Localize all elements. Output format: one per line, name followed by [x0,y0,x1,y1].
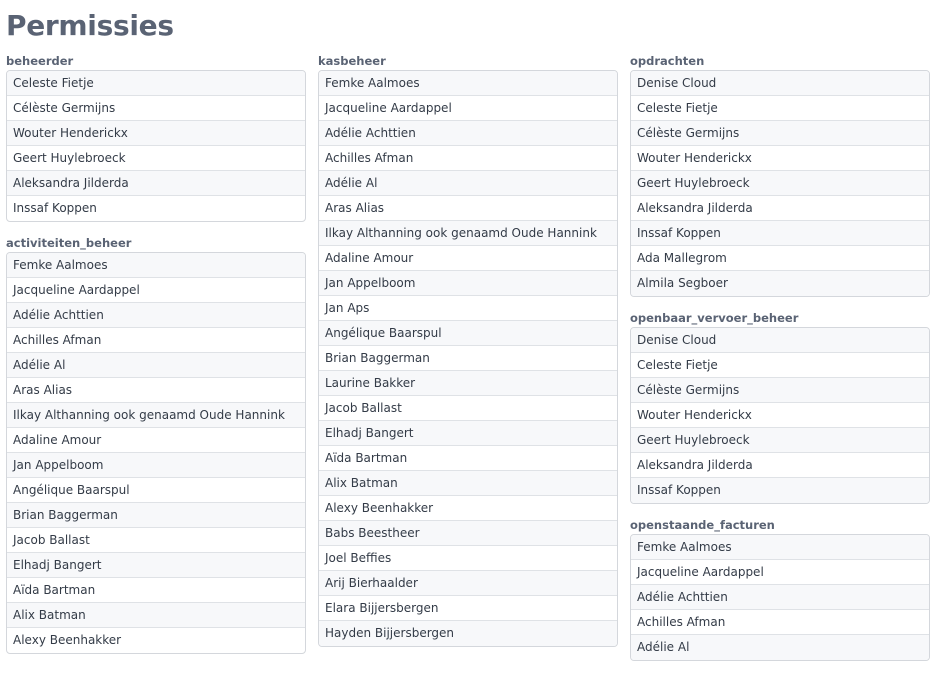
member-list-item[interactable]: Alix Batman [319,471,617,496]
member-list-item[interactable]: Adaline Amour [7,428,305,453]
member-list-item[interactable]: Geert Huylebroeck [631,428,929,453]
member-list-item[interactable]: Ada Mallegrom [631,246,929,271]
member-list-item[interactable]: Denise Cloud [631,71,929,96]
member-list-item[interactable]: Geert Huylebroeck [631,171,929,196]
member-list-item[interactable]: Angélique Baarspul [319,321,617,346]
member-list-item[interactable]: Arij Bierhaalder [319,571,617,596]
member-list-item[interactable]: Ilkay Althanning ook genaamd Oude Hannink [7,403,305,428]
member-list-item[interactable]: Jacob Ballast [7,528,305,553]
member-list-item[interactable]: Alix Batman [7,603,305,628]
member-list [630,534,930,661]
member-list-item[interactable]: Aleksandra Jilderda [631,196,929,221]
member-list-item[interactable]: Adélie Al [631,635,929,660]
member-list [630,70,930,297]
member-list [318,70,618,647]
member-list-item[interactable]: Aleksandra Jilderda [7,171,305,196]
permission-column [630,54,930,675]
member-list-item[interactable]: Jacqueline Aardappel [319,96,617,121]
permission-group-title: openstaande_facturen [630,518,775,532]
member-list-item[interactable]: Célèste Germijns [631,378,929,403]
member-list-item[interactable]: Elara Bijjersbergen [319,596,617,621]
member-list-item[interactable]: Femke Aalmoes [319,71,617,96]
member-list-item[interactable]: Wouter Henderickx [7,121,305,146]
member-list-item[interactable]: Angélique Baarspul [7,478,305,503]
member-list-item[interactable]: Elhadj Bangert [7,553,305,578]
member-list-item[interactable]: Brian Baggerman [319,346,617,371]
member-list-item[interactable]: Jacqueline Aardappel [631,560,929,585]
member-list-item[interactable]: Celeste Fietje [7,71,305,96]
member-list-item[interactable]: Adaline Amour [319,246,617,271]
permission-group [6,54,306,222]
permission-column [318,54,618,661]
member-list-item[interactable]: Achilles Afman [7,328,305,353]
member-list-item[interactable]: Achilles Afman [631,610,929,635]
member-list-item[interactable]: Wouter Henderickx [631,403,929,428]
member-list-item[interactable]: Célèste Germijns [631,121,929,146]
member-list-item[interactable]: Babs Beestheer [319,521,617,546]
member-list-item[interactable]: Wouter Henderickx [631,146,929,171]
member-list-item[interactable]: Jan Aps [319,296,617,321]
member-list-item[interactable]: Adélie Al [7,353,305,378]
member-list-item[interactable]: Aïda Bartman [7,578,305,603]
member-list-item[interactable]: Alexy Beenhakker [319,496,617,521]
member-list-item[interactable]: Aras Alias [319,196,617,221]
permission-column [6,54,306,668]
member-list-item[interactable]: Achilles Afman [319,146,617,171]
member-list-item[interactable]: Femke Aalmoes [7,253,305,278]
member-list-item[interactable]: Adélie Achttien [631,585,929,610]
member-list-item[interactable]: Jacob Ballast [319,396,617,421]
permission-group-title: opdrachten [630,54,705,68]
member-list-item[interactable]: Elhadj Bangert [319,421,617,446]
permission-group [6,236,306,654]
member-list-item[interactable]: Laurine Bakker [319,371,617,396]
permission-group-title: kasbeheer [318,54,386,68]
member-list-item[interactable]: Inssaf Koppen [13,201,97,215]
member-list-item[interactable]: Alexy Beenhakker [13,633,122,647]
member-list-item[interactable]: Jan Appelboom [319,271,617,296]
member-list-item[interactable]: Almila Segboer [631,271,929,296]
permission-group-title: beheerder [6,54,74,68]
member-list-item[interactable]: Adélie Achttien [319,121,617,146]
permission-group-title: activiteiten_beheer [6,236,132,250]
permission-group [630,518,930,661]
member-list-item[interactable]: Brian Baggerman [7,503,305,528]
member-list-item[interactable]: Denise Cloud [631,328,929,353]
member-list-item[interactable]: Jan Appelboom [7,453,305,478]
member-list-item[interactable]: Inssaf Koppen [631,478,929,503]
member-list-item[interactable]: Célèste Germijns [7,96,305,121]
member-list-item[interactable]: Joel Beffies [319,546,617,571]
permission-group [630,311,930,504]
page-title: Permissies [6,9,174,42]
member-list-item[interactable]: Celeste Fietje [631,353,929,378]
member-list [6,252,306,654]
member-list-item[interactable]: Adélie Achttien [7,303,305,328]
member-list-item[interactable]: Jacqueline Aardappel [7,278,305,303]
member-list-item[interactable]: Femke Aalmoes [631,535,929,560]
member-list [6,70,306,222]
permission-group [630,54,930,297]
member-list-item[interactable]: Inssaf Koppen [631,221,929,246]
member-list-item[interactable]: Aras Alias [7,378,305,403]
member-list-item[interactable]: Aïda Bartman [319,446,617,471]
member-list-item[interactable]: Geert Huylebroeck [7,146,305,171]
member-list-item[interactable]: Hayden Bijjersbergen [319,621,617,646]
permission-group-title: openbaar_vervoer_beheer [630,311,799,325]
member-list-item[interactable]: Celeste Fietje [631,96,929,121]
member-list-item[interactable]: Ilkay Althanning ook genaamd Oude Hannink [319,221,617,246]
member-list-item[interactable]: Aleksandra Jilderda [631,453,929,478]
member-list [630,327,930,504]
permission-group [318,54,618,647]
member-list-item[interactable]: Adélie Al [319,171,617,196]
